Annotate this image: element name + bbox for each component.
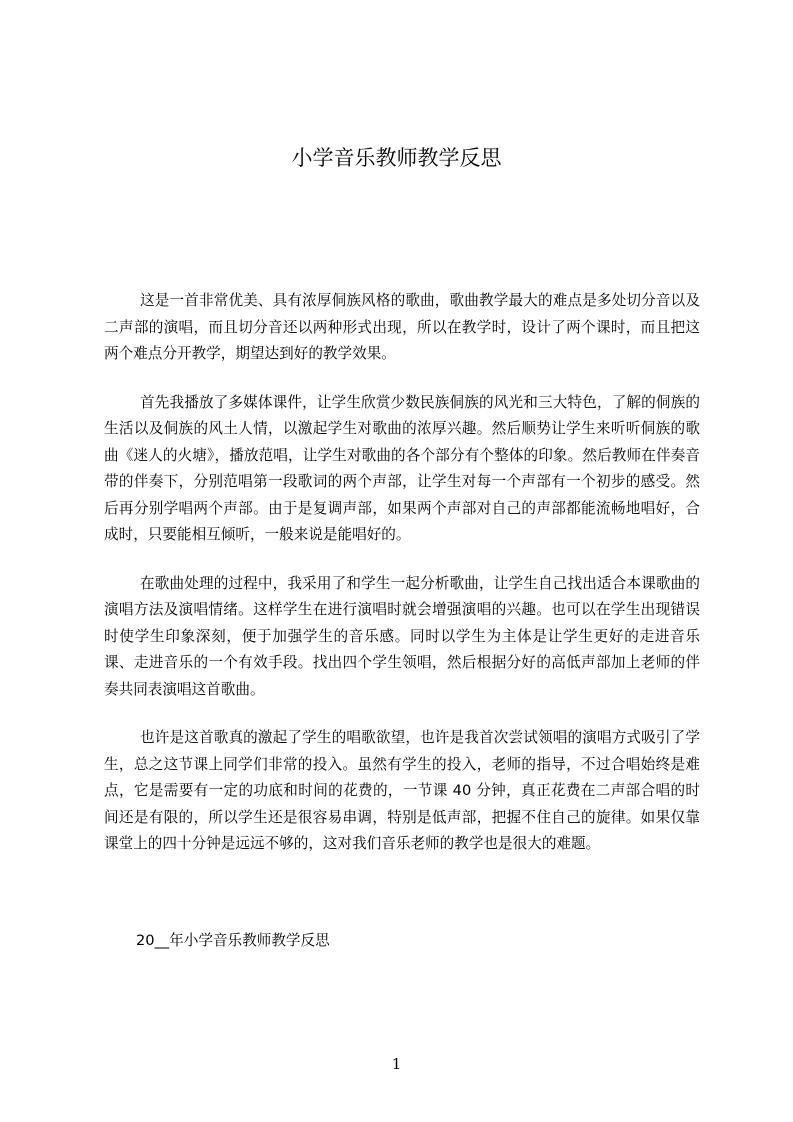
next-section-title: 20__年小学音乐教师教学反思 — [136, 932, 330, 949]
paragraph-2: 首先我播放了多媒体课件，让学生欣赏少数民族侗族的风光和三大特色，了解的侗族的生活以及侗族的风土人情，以激起学生对歌曲的浓厚兴趣。然后顺势让学生来听听侗族的歌曲《迷人的火塘》，播放范唱，让学生对歌曲的各个部分有个整体的印象。然后教师在伴奏音带的伴奏下，分别范唱第一段歌词的两个声部，让学生对每一个声部有一个初步的感受。然后再分别学唱两个声部。由于是复调声部，如果两个声部对自己的声部都能流畅地唱好，合成时，只要能相互倾听，一般来说是能唱好的。 — [104, 393, 700, 543]
body-text — [104, 288, 700, 858]
page-title: 小学音乐教师教学反思 — [291, 146, 502, 170]
paragraph-1: 这是一首非常优美、具有浓厚侗族风格的歌曲，歌曲教学最大的难点是多处切分音以及二声部的演唱，而且切分音还以两种形式出现，所以在教学时，设计了两个课时，而且把这两个难点分开教学，期望达到好的教学效果。 — [104, 292, 700, 362]
page-number: 1 — [391, 1055, 402, 1073]
paragraph-3: 在歌曲处理的过程中，我采用了和学生一起分析歌曲，让学生自己找出适合本课歌曲的演唱方法及演唱情绪。这样学生在进行演唱时就会增强演唱的兴趣。也可以在学生出现错误时使学生印象深刻，便于加强学生的音乐感。同时以学生为主体是让学生更好的走进音乐课、走进音乐的一个有效手段。找出四个学生领唱，然后根据分好的高低声部加上老师的伴奏共同表演唱这首歌曲。 — [104, 574, 700, 698]
paragraph-4: 也许是这首歌真的激起了学生的唱歌欲望，也许是我首次尝试领唱的演唱方式吸引了学生，总之这节课上同学们非常的投入。虽然有学生的投入，老师的指导，不过合唱始终是难点，它是需要有一定的功底和时间的花费的，一节课 40 分钟，真正花费在二声部合唱的时间还是有限的，所以学生还是很容易串调，特别是低声部，把握不住自己的旋律。如果仅靠课堂上的四十分钟是远远不够的，这对我们音乐老师的教学也是很大的难题。 — [104, 729, 700, 852]
